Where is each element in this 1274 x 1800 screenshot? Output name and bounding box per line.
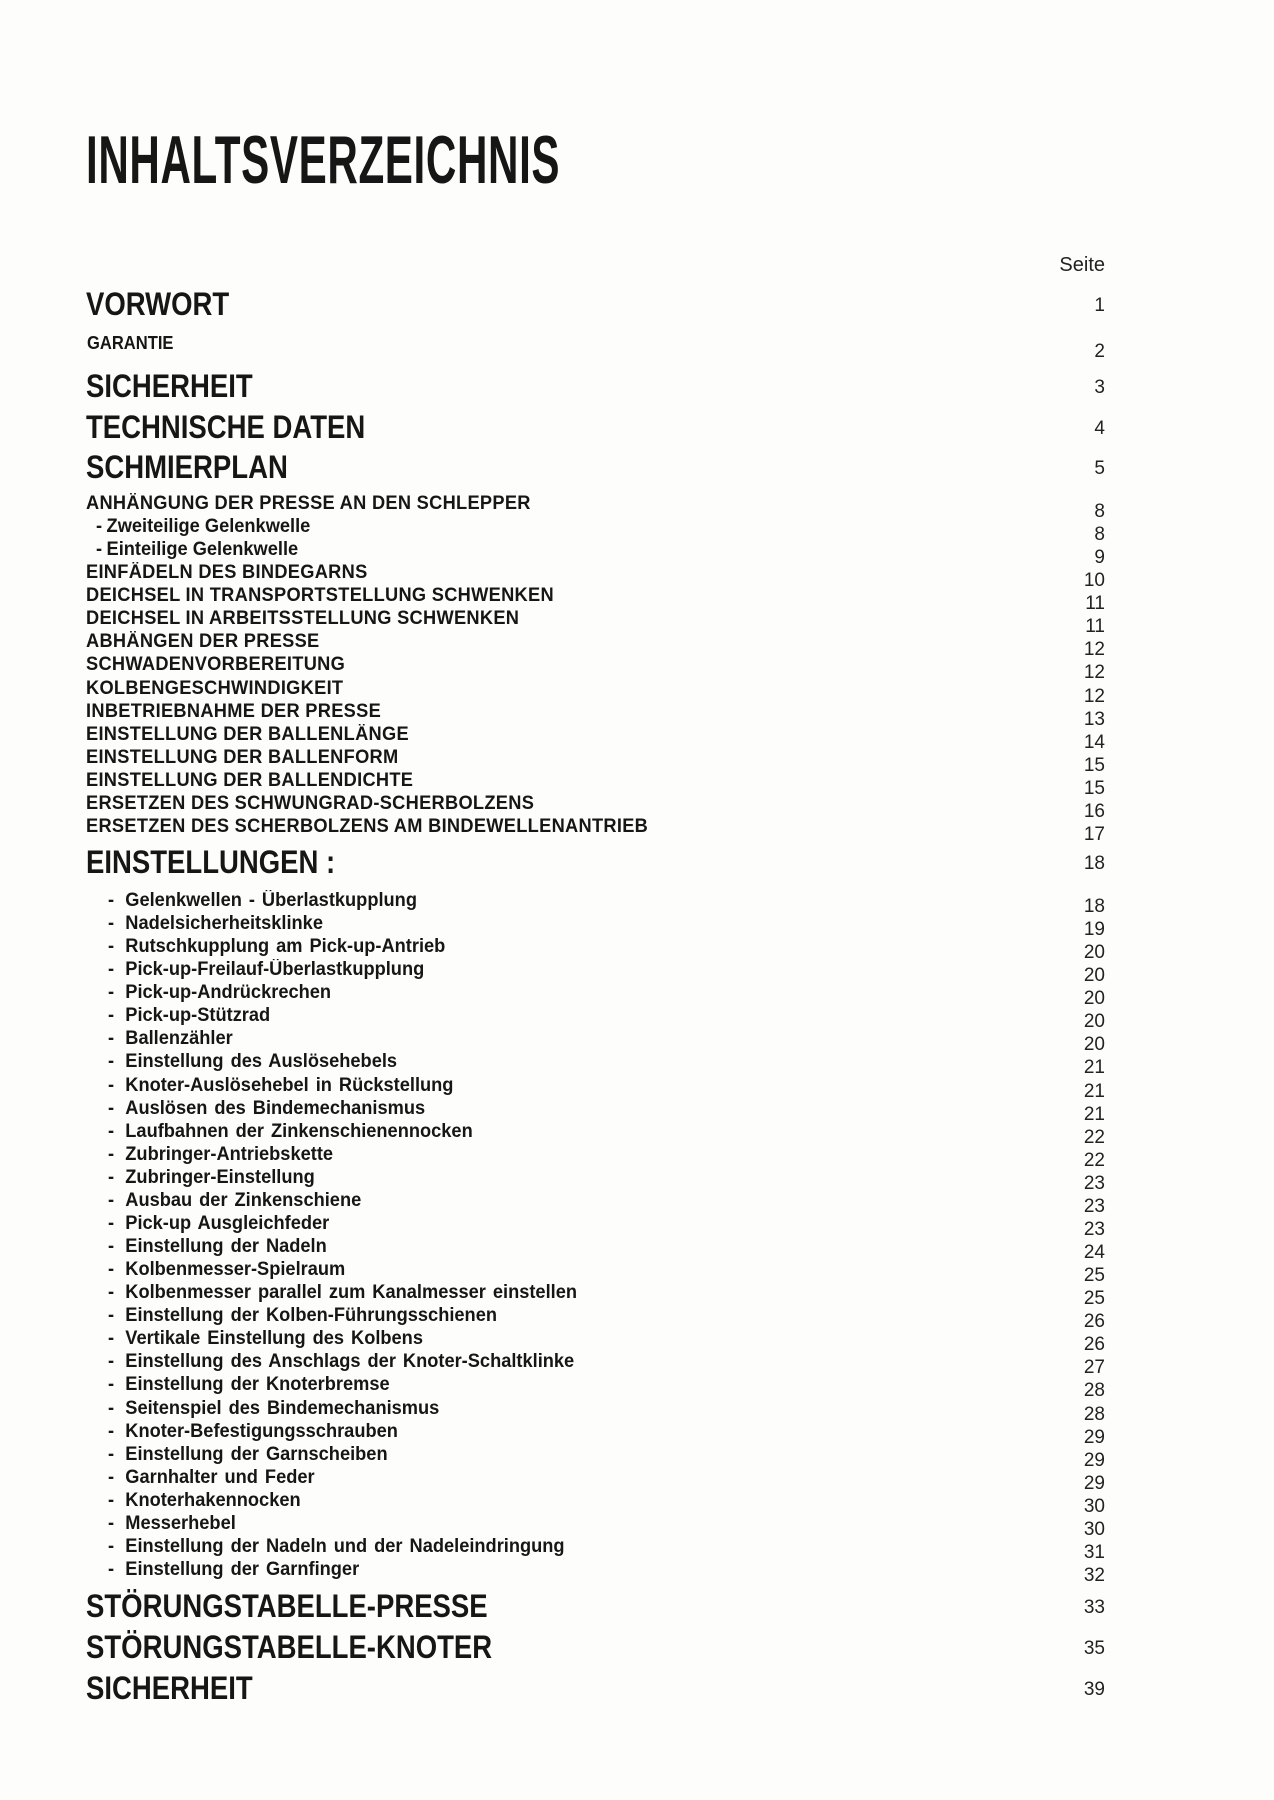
toc-entry-text: Ausbau der Zinkenschiene [125, 1189, 362, 1211]
toc-entry-text: ERSETZEN DES SCHERBOLZENS AM BINDEWELLENANTRIEB [86, 815, 649, 837]
toc-entry-text: Garnhalter und Feder [125, 1466, 315, 1488]
list-dash: - [108, 1236, 115, 1258]
list-dash: - [108, 1005, 115, 1027]
toc-entry-page-number: 22 [1083, 1126, 1105, 1148]
toc-entry-label [86, 770, 413, 792]
toc-entry-text: Messerhebel [125, 1512, 236, 1534]
toc-entry-page-number: 30 [1083, 1495, 1105, 1517]
toc-entry-label [86, 747, 398, 769]
list-dash: - [108, 1028, 115, 1050]
toc-entry-text: Rutschkupplung am Pick-up-Antrieb [125, 936, 446, 958]
list-dash: - [108, 1351, 115, 1373]
toc-entry-text: Einstellung der Nadeln und der Nadeleindringung [125, 1535, 565, 1557]
list-dash: - [108, 1559, 115, 1581]
toc-entry-text: SCHWADENVORBEREITUNG [86, 654, 346, 676]
toc-entry-label [108, 1351, 574, 1373]
toc-entry-text: Einteilige Gelenkwelle [106, 539, 299, 561]
toc-entry-text: SICHERHEIT [86, 368, 253, 404]
page-title: INHALTSVERZEICHNIS [86, 122, 561, 198]
toc-entry-page-number: 20 [1083, 942, 1105, 964]
toc-entry-label [108, 1282, 577, 1304]
toc-entry-page-number: 29 [1083, 1449, 1105, 1471]
toc-entry-text: Kolbenmesser-Spielraum [125, 1259, 346, 1281]
toc-entry-page-number: 20 [1083, 1011, 1105, 1033]
toc-entry-page-number: 5 [1094, 458, 1105, 479]
list-dash: - [108, 1489, 115, 1511]
toc-entry-text: EINSTELLUNG DER BALLENFORM [86, 746, 399, 768]
toc-entry-page-number: 23 [1083, 1172, 1105, 1194]
toc-entry-page-number: 12 [1083, 662, 1105, 684]
toc-entry-text: Pick-up-Freilauf-Überlastkupplung [125, 959, 425, 981]
toc-entry-text: Einstellung des Anschlags der Knoter-Schaltklinke [125, 1351, 575, 1373]
toc-entry-label [108, 1305, 497, 1327]
toc-entry-page-number: 35 [1083, 1638, 1105, 1659]
toc-entry-label [87, 332, 173, 354]
toc-entry-label [86, 1588, 488, 1624]
toc-entry-page-number: 8 [1094, 501, 1105, 522]
toc-entry-page-number: 17 [1083, 823, 1105, 845]
toc-entry-page-number: 2 [1094, 341, 1105, 362]
list-dash: - [108, 1397, 115, 1419]
toc-entry-text: EINFÄDELN DES BINDEGARNS [86, 562, 368, 584]
toc-entry-text: Einstellung der Nadeln [125, 1236, 327, 1258]
toc-entry-text: Pick-up Ausgleichfeder [125, 1212, 330, 1234]
toc-entry-label [108, 1075, 453, 1097]
toc-entry-page-number: 26 [1083, 1334, 1105, 1356]
toc-entry-label [96, 516, 310, 538]
toc-entry-text: ABHÄNGEN DER PRESSE [86, 631, 320, 653]
toc-entry-text: Pick-up-Stützrad [125, 1005, 271, 1027]
toc-entry-label [108, 1398, 439, 1420]
list-dash: - [108, 890, 115, 911]
toc-entry-label [86, 286, 229, 322]
toc-entry-label [108, 1167, 315, 1189]
toc-entry-label [108, 959, 424, 981]
toc-entry-page-number: 14 [1083, 731, 1105, 753]
toc-entry-text: ERSETZEN DES SCHWUNGRAD-SCHERBOLZENS [86, 792, 535, 814]
toc-entry-label [108, 1051, 397, 1073]
list-dash: - [108, 1189, 115, 1211]
toc-entry-page-number: 13 [1083, 708, 1105, 730]
toc-entry-label [108, 1490, 301, 1512]
toc-entry-label [108, 1005, 270, 1027]
toc-entry-label [86, 793, 534, 815]
toc-entry-page-number: 22 [1083, 1149, 1105, 1171]
toc-entry-page-number: 18 [1083, 853, 1105, 874]
toc-entry-page-number: 11 [1085, 593, 1105, 615]
page-column-header: Seite [1059, 254, 1105, 276]
toc-entry-text: SCHMIERPLAN [86, 449, 288, 485]
toc-entry-label [86, 585, 554, 607]
toc-entry-text: Einstellung der Garnfinger [125, 1559, 360, 1581]
toc-entry-text: EINSTELLUNG DER BALLENDICHTE [86, 769, 414, 791]
list-dash: - [108, 1282, 115, 1304]
toc-entry-text: Ballenzähler [125, 1028, 233, 1050]
toc-entry-page-number: 9 [1094, 547, 1105, 569]
toc-entry-label [108, 1559, 359, 1581]
list-dash: - [96, 516, 103, 538]
toc-entry-page-number: 12 [1083, 639, 1105, 661]
list-dash: - [108, 1512, 115, 1534]
toc-entry-text: DEICHSEL IN TRANSPORTSTELLUNG SCHWENKEN [86, 585, 554, 607]
list-dash: - [96, 539, 103, 561]
toc-entry-page-number: 8 [1094, 524, 1105, 546]
list-dash: - [108, 1120, 115, 1142]
toc-entry-label [108, 1444, 388, 1466]
toc-entry-text: DEICHSEL IN ARBEITSSTELLUNG SCHWENKEN [86, 608, 520, 630]
toc-entry-page-number: 21 [1083, 1057, 1105, 1079]
toc-entry-label [108, 1121, 473, 1143]
toc-entry-label [86, 654, 345, 676]
list-dash: - [108, 1466, 115, 1488]
toc-entry-label [108, 1467, 315, 1489]
list-dash: - [108, 1443, 115, 1465]
toc-entry-label [108, 890, 417, 912]
toc-entry-page-number: 20 [1083, 965, 1105, 987]
toc-entry-page-number: 23 [1083, 1195, 1105, 1217]
toc-entry-text: Knoter-Befestigungsschrauben [125, 1420, 398, 1442]
toc-entry-text: Einstellung der Garnscheiben [125, 1443, 388, 1465]
toc-entry-label [86, 631, 320, 653]
toc-entry-text: Vertikale Einstellung des Kolbens [125, 1328, 423, 1350]
toc-entry-page-number: 32 [1083, 1565, 1105, 1587]
toc-entry-label [86, 724, 409, 746]
toc-entry-page-number: 30 [1083, 1518, 1105, 1540]
toc-entry-page-number: 29 [1083, 1472, 1105, 1494]
toc-entry-text: Einstellung des Auslösehebels [125, 1051, 398, 1073]
toc-entry-text: ANHÄNGUNG DER PRESSE AN DEN SCHLEPPER [86, 493, 531, 514]
list-dash: - [108, 1166, 115, 1188]
toc-entry-page-number: 4 [1094, 418, 1105, 439]
toc-entry-page-number: 26 [1083, 1311, 1105, 1333]
toc-entry-page-number: 19 [1083, 919, 1105, 941]
toc-entry-label [86, 816, 648, 838]
toc-entry-label [86, 1670, 253, 1706]
toc-entry-page-number: 23 [1083, 1218, 1105, 1240]
toc-entry-label [108, 1028, 233, 1050]
toc-entry-text: Kolbenmesser parallel zum Kanalmesser einstellen [125, 1282, 577, 1304]
toc-entry-text: Knoter-Auslösehebel in Rückstellung [125, 1074, 454, 1096]
toc-entry-label [108, 1144, 333, 1166]
toc-entry-label [108, 1236, 327, 1258]
toc-entry-page-number: 1 [1094, 295, 1105, 316]
toc-entry-text: Zweiteilige Gelenkwelle [106, 516, 311, 538]
toc-entry-page-number: 21 [1083, 1103, 1105, 1125]
toc-entry-text: KOLBENGESCHWINDIGKEIT [86, 677, 344, 699]
toc-entry-text: Auslösen des Bindemechanismus [125, 1097, 426, 1119]
toc-entry-page-number: 11 [1085, 616, 1105, 638]
toc-entry-label [108, 1259, 345, 1281]
toc-entry-text: Einstellung der Knoterbremse [125, 1374, 390, 1396]
toc-entry-page-number: 39 [1083, 1679, 1105, 1700]
list-dash: - [108, 1259, 115, 1281]
list-dash: - [108, 1051, 115, 1073]
toc-entry-text: Nadelsicherheitsklinke [125, 913, 323, 935]
toc-entry-text: EINSTELLUNGEN : [86, 844, 336, 880]
toc-entry-page-number: 28 [1083, 1403, 1105, 1425]
toc-entry-page-number: 28 [1083, 1380, 1105, 1402]
toc-entry-label [108, 936, 445, 958]
list-dash: - [108, 913, 115, 935]
toc-entry-label [108, 1513, 236, 1535]
toc-entry-text: GARANTIE [87, 333, 174, 353]
toc-entry-text: Seitenspiel des Bindemechanismus [125, 1397, 440, 1419]
toc-entry-page-number: 15 [1083, 777, 1105, 799]
toc-entry-text: Zubringer-Antriebskette [125, 1143, 334, 1165]
list-dash: - [108, 1305, 115, 1327]
toc-entry-label [108, 1421, 398, 1443]
toc-entry-label [108, 1374, 390, 1396]
list-dash: - [108, 1143, 115, 1165]
toc-entry-page-number: 25 [1083, 1265, 1105, 1287]
toc-entry-text: STÖRUNGSTABELLE-PRESSE [86, 1588, 488, 1624]
toc-entry-label [86, 701, 381, 723]
toc-entry-page-number: 29 [1083, 1426, 1105, 1448]
toc-entry-label [108, 1328, 423, 1350]
toc-entry-page-number: 10 [1083, 570, 1105, 592]
list-dash: - [108, 1212, 115, 1234]
list-dash: - [108, 1374, 115, 1396]
toc-entry-label [86, 562, 368, 584]
list-dash: - [108, 1328, 115, 1350]
toc-entry-text: STÖRUNGSTABELLE-KNOTER [86, 1629, 493, 1665]
toc-entry-page-number: 16 [1083, 800, 1105, 822]
toc-entry-page-number: 3 [1094, 377, 1105, 398]
toc-entry-text: INBETRIEBNAHME DER PRESSE [86, 700, 382, 722]
toc-entry-label [108, 1536, 565, 1558]
toc-entry-page-number: 33 [1083, 1597, 1105, 1618]
toc-entry-label [86, 608, 519, 630]
toc-entry-page-number: 31 [1083, 1541, 1105, 1563]
toc-entry-page-number: 15 [1083, 754, 1105, 776]
toc-entry-text: Knoterhakennocken [125, 1489, 301, 1511]
list-dash: - [108, 959, 115, 981]
list-dash: - [108, 1097, 115, 1119]
toc-entry-page-number: 24 [1083, 1242, 1105, 1264]
toc-entry-text: Gelenkwellen - Überlastkupplung [125, 890, 417, 911]
toc-entry-label [108, 913, 323, 935]
toc-entry-label [86, 493, 531, 515]
toc-entry-page-number: 20 [1083, 1034, 1105, 1056]
toc-entry-text: TECHNISCHE DATEN [86, 409, 366, 445]
toc-entry-label [108, 982, 331, 1004]
toc-entry-label [96, 539, 298, 561]
toc-entry-page-number: 25 [1083, 1288, 1105, 1310]
toc-entry-text: SICHERHEIT [86, 1670, 253, 1706]
toc-entry-label [86, 449, 288, 485]
toc-entry-label [86, 368, 253, 404]
toc-entry-page-number: 20 [1083, 988, 1105, 1010]
list-dash: - [108, 982, 115, 1004]
toc-entry-label [108, 1213, 329, 1235]
toc-entry-page-number: 18 [1083, 896, 1105, 917]
list-dash: - [108, 1420, 115, 1442]
toc-entry-text: Einstellung der Kolben-Führungsschienen [125, 1305, 497, 1327]
toc-entry-text: VORWORT [86, 286, 230, 322]
list-dash: - [108, 1535, 115, 1557]
list-dash: - [108, 1074, 115, 1096]
toc-entry-label [86, 844, 335, 880]
toc-entry-page-number: 21 [1083, 1080, 1105, 1102]
toc-entry-text: EINSTELLUNG DER BALLENLÄNGE [86, 723, 409, 745]
toc-entry-label [86, 409, 365, 445]
toc-entry-page-number: 27 [1083, 1357, 1105, 1379]
toc-entry-label [108, 1098, 425, 1120]
toc-entry-page-number: 12 [1083, 685, 1105, 707]
toc-entry-text: Laufbahnen der Zinkenschienennocken [125, 1120, 473, 1142]
toc-entry-text: Pick-up-Andrückrechen [125, 982, 332, 1004]
toc-entry-label [86, 1629, 492, 1665]
toc-entry-label [86, 678, 343, 700]
toc-entry-label [108, 1190, 361, 1212]
toc-entry-text: Zubringer-Einstellung [125, 1166, 315, 1188]
list-dash: - [108, 936, 115, 958]
